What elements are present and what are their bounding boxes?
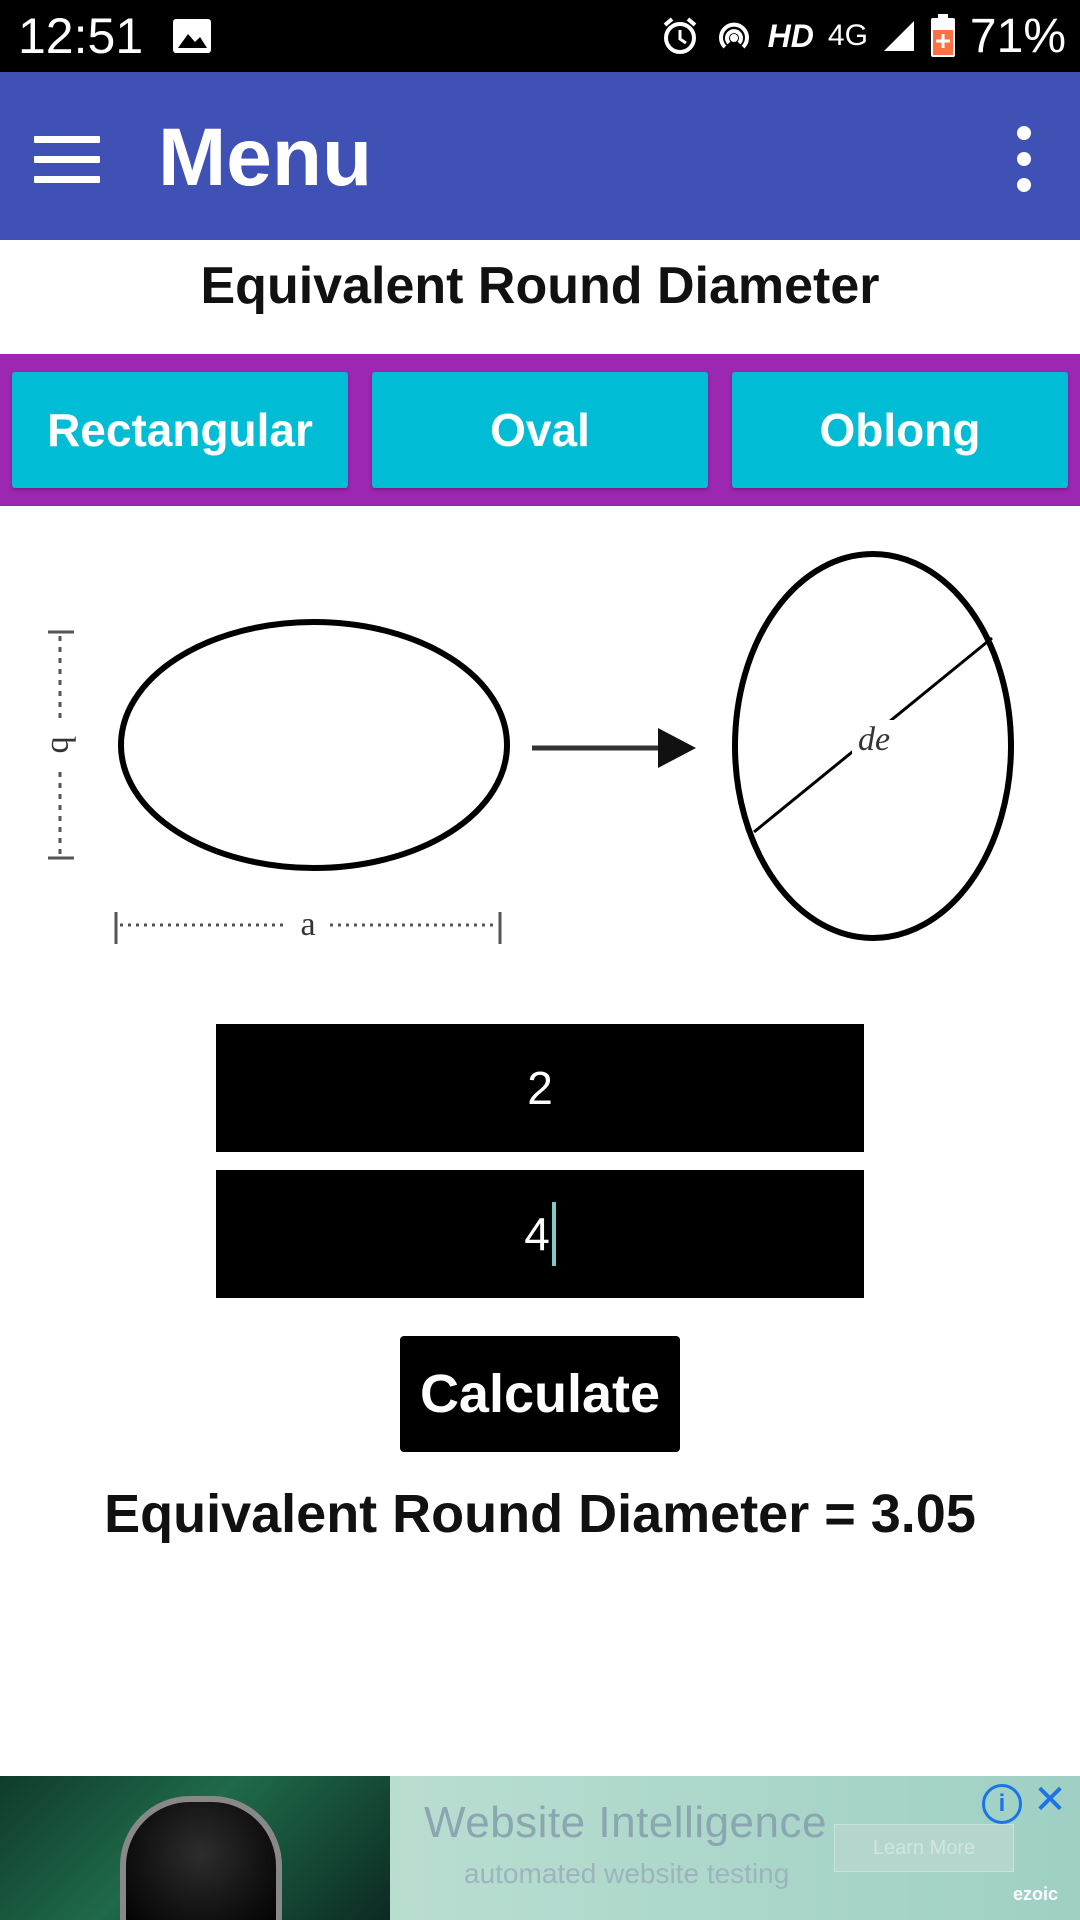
image-icon xyxy=(172,18,212,54)
signal-icon xyxy=(882,19,916,53)
ad-headline: Website Intelligence xyxy=(424,1798,827,1847)
status-bar xyxy=(0,0,1080,72)
hotspot-icon xyxy=(714,16,754,56)
oval-diagram xyxy=(0,540,1080,980)
network-type: 4G xyxy=(827,19,868,52)
battery-icon xyxy=(930,14,956,58)
ad-cta-button[interactable]: Learn More xyxy=(834,1824,1014,1872)
page-title: Equivalent Round Diameter xyxy=(200,257,880,315)
network-hd: HD xyxy=(767,17,814,54)
ad-image xyxy=(0,1776,390,1920)
dimension-a-input[interactable] xyxy=(216,1024,864,1152)
ad-close-icon[interactable]: ✕ xyxy=(1033,1778,1067,1822)
text-cursor xyxy=(552,1202,556,1266)
dimension-b-label: b xyxy=(44,736,82,754)
ad-banner[interactable] xyxy=(0,1776,1080,1920)
alarm-icon xyxy=(660,16,700,56)
ad-info-icon[interactable]: i xyxy=(982,1784,1022,1824)
app-bar xyxy=(0,72,1080,240)
status-icons xyxy=(660,8,1066,64)
menu-hamburger-icon[interactable] xyxy=(34,136,100,182)
overflow-menu-icon[interactable] xyxy=(1004,126,1044,192)
conversion-arrow xyxy=(532,728,696,768)
oval-shape xyxy=(121,622,507,868)
astronaut-helmet-icon xyxy=(120,1796,282,1920)
dimension-a-input-value: 2 xyxy=(527,1062,553,1114)
status-time: 12:51 xyxy=(18,8,144,64)
result-text: Equivalent Round Diameter = 3.05 xyxy=(104,1484,976,1544)
battery-percent: 71% xyxy=(969,9,1066,63)
tab-rectangular[interactable]: Rectangular xyxy=(12,372,348,488)
tab-oval[interactable]: Oval xyxy=(372,372,708,488)
tab-oblong[interactable]: Oblong xyxy=(732,372,1068,488)
shape-tab-strip xyxy=(0,354,1080,506)
diameter-label: de xyxy=(857,720,891,758)
app-title: Menu xyxy=(158,112,373,203)
dimension-b-input[interactable] xyxy=(216,1170,864,1298)
ad-subline: automated website testing xyxy=(464,1858,790,1889)
dimension-b-input-value: 4 xyxy=(524,1208,550,1260)
ad-brand: ezoic xyxy=(1012,1884,1058,1904)
calculate-button[interactable]: Calculate xyxy=(400,1336,680,1452)
dimension-a-label: a xyxy=(300,905,316,943)
